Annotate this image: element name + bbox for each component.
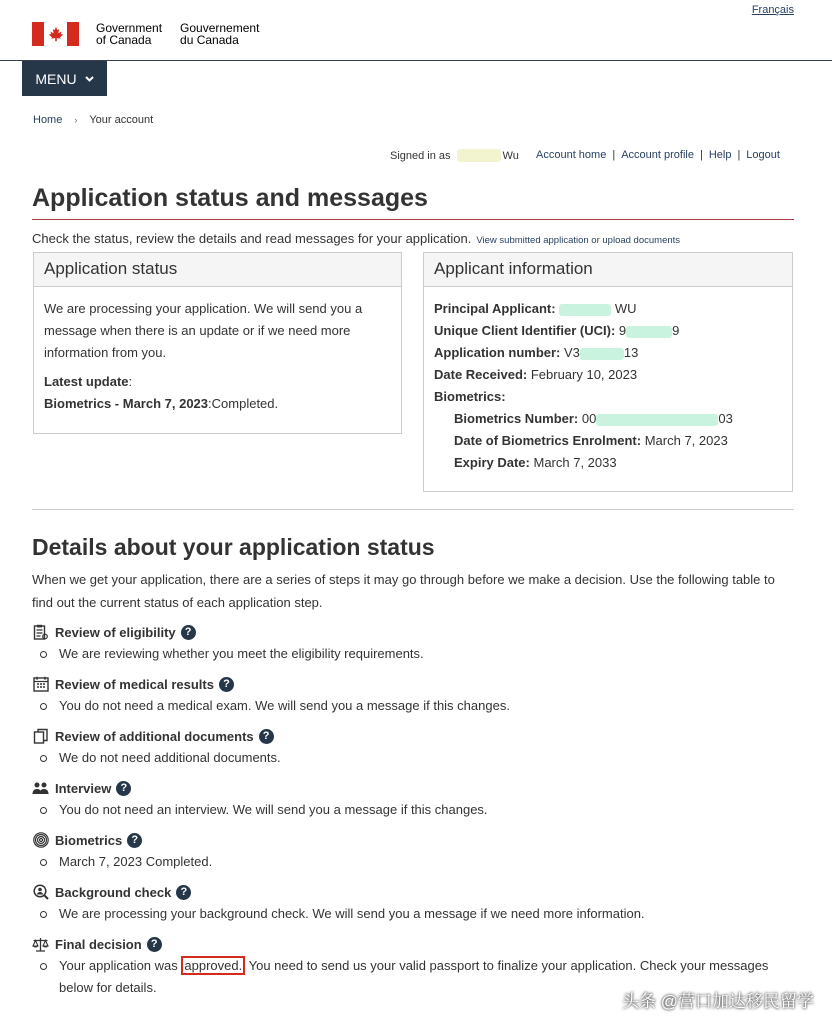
step-final-decision <box>32 934 802 995</box>
step-status: You do not need a medical exam. We will send you a message if this changes. <box>59 698 510 713</box>
gov-name-en: Government of Canada <box>96 21 163 47</box>
clipboard-icon <box>32 624 49 641</box>
title-underline <box>32 219 794 220</box>
step-title: Final decision <box>55 936 142 952</box>
medical-icon <box>32 676 49 693</box>
view-submitted-link[interactable]: View submitted application or upload documents <box>476 235 681 246</box>
step-medical <box>32 674 802 726</box>
help-icon[interactable]: ? <box>176 885 191 900</box>
header-divider <box>0 60 832 61</box>
uci: Unique Client Identifier (UCI): 9 9 <box>434 323 680 338</box>
signed-in-label: Signed in as <box>390 149 451 162</box>
help-icon[interactable]: ? <box>259 729 274 744</box>
step-title: Interview <box>55 780 112 796</box>
applicant-panel-heading: Applicant information <box>424 253 792 287</box>
applicant-information-panel <box>423 252 793 492</box>
step-documents <box>32 726 802 778</box>
fingerprint-icon <box>32 832 49 849</box>
government-signature <box>32 22 259 46</box>
account-nav: Account home | Account profile | Help | Logout <box>536 149 780 161</box>
logout-link[interactable]: Logout <box>746 149 780 161</box>
application-status-panel <box>33 252 402 434</box>
step-title: Review of eligibility <box>55 624 176 640</box>
watermark-text: 头条 @营口加达移民留学 <box>622 992 814 1011</box>
help-icon[interactable]: ? <box>116 781 131 796</box>
date-received: Date Received: February 10, 2023 <box>434 367 638 382</box>
approved-highlight: approved. <box>181 956 245 975</box>
documents-icon <box>32 728 49 745</box>
page-title: Application status and messages <box>32 184 428 212</box>
menu-label: MENU <box>35 70 77 87</box>
intro-text: Check the status, review the details and read messages for your application. <box>32 231 472 246</box>
menu-button[interactable] <box>22 61 107 96</box>
step-background-check <box>32 882 802 934</box>
step-status: We are reviewing whether you meet the eligibility requirements. <box>59 646 424 661</box>
biometrics-label: Biometrics: <box>434 389 506 404</box>
signed-in-status <box>390 149 519 162</box>
step-status: March 7, 2023 Completed. <box>59 854 213 869</box>
step-biometrics <box>32 830 802 882</box>
application-number: Application number: V3 13 <box>434 345 639 360</box>
section-divider <box>32 509 794 510</box>
step-status: We do not need additional documents. <box>59 750 281 765</box>
status-steps <box>32 622 802 995</box>
details-intro: When we get your application, there are a series of steps it may go through before we make a decision. Use the following table to find out the current status of each application step. <box>32 572 775 610</box>
biometrics-expiry-date: Expiry Date: March 7, 2033 <box>454 455 617 470</box>
account-home-link[interactable]: Account home <box>536 149 607 161</box>
step-status: You do not need an interview. We will send you a message if this changes. <box>59 802 488 817</box>
breadcrumb-current: Your account <box>89 114 154 126</box>
biometrics-enrolment-date: Date of Biometrics Enrolment: March 7, 2023 <box>454 433 728 448</box>
breadcrumb-chevron-icon: › <box>74 115 78 125</box>
page-intro <box>32 231 680 246</box>
step-eligibility <box>32 622 802 674</box>
step-status: Your application was approved. You need to send us your valid passport to finalize your application. Check your messages below for details. <box>59 958 769 995</box>
search-person-icon <box>32 884 49 901</box>
help-icon[interactable]: ? <box>127 833 142 848</box>
help-icon[interactable]: ? <box>147 937 162 952</box>
gov-name-fr: Gouvernement du Canada <box>180 21 260 47</box>
canada-flag-icon <box>32 22 79 46</box>
breadcrumb-home-link[interactable]: Home <box>33 114 63 126</box>
step-title: Review of medical results <box>55 676 214 692</box>
help-link[interactable]: Help <box>708 149 732 161</box>
step-title: Biometrics <box>55 832 123 848</box>
breadcrumb <box>33 114 153 126</box>
signed-in-name: Wu <box>502 149 519 162</box>
status-message: We are processing your application. We will send you a message when there is an update or if we need more information from you. <box>44 301 363 360</box>
step-title: Background check <box>55 884 172 900</box>
scales-icon <box>32 936 49 953</box>
details-title: Details about your application status <box>32 534 435 560</box>
step-interview <box>32 778 802 830</box>
chevron-down-icon <box>85 76 94 82</box>
help-icon[interactable]: ? <box>219 677 234 692</box>
latest-update: Latest update: Biometrics - March 7, 2023:Completed. <box>44 374 279 411</box>
principal-applicant: Principal Applicant: WU <box>434 301 637 316</box>
people-icon <box>32 780 49 797</box>
redacted-name <box>457 149 501 162</box>
account-profile-link[interactable]: Account profile <box>621 149 694 161</box>
help-icon[interactable]: ? <box>181 625 196 640</box>
step-status: We are processing your background check. We will send you a message if we need more information. <box>59 906 645 921</box>
step-title: Review of additional documents <box>55 728 254 744</box>
status-panel-heading: Application status <box>34 253 401 287</box>
biometrics-number: Biometrics Number: 00 03 <box>454 411 733 426</box>
language-toggle-link[interactable]: Français <box>751 4 794 16</box>
